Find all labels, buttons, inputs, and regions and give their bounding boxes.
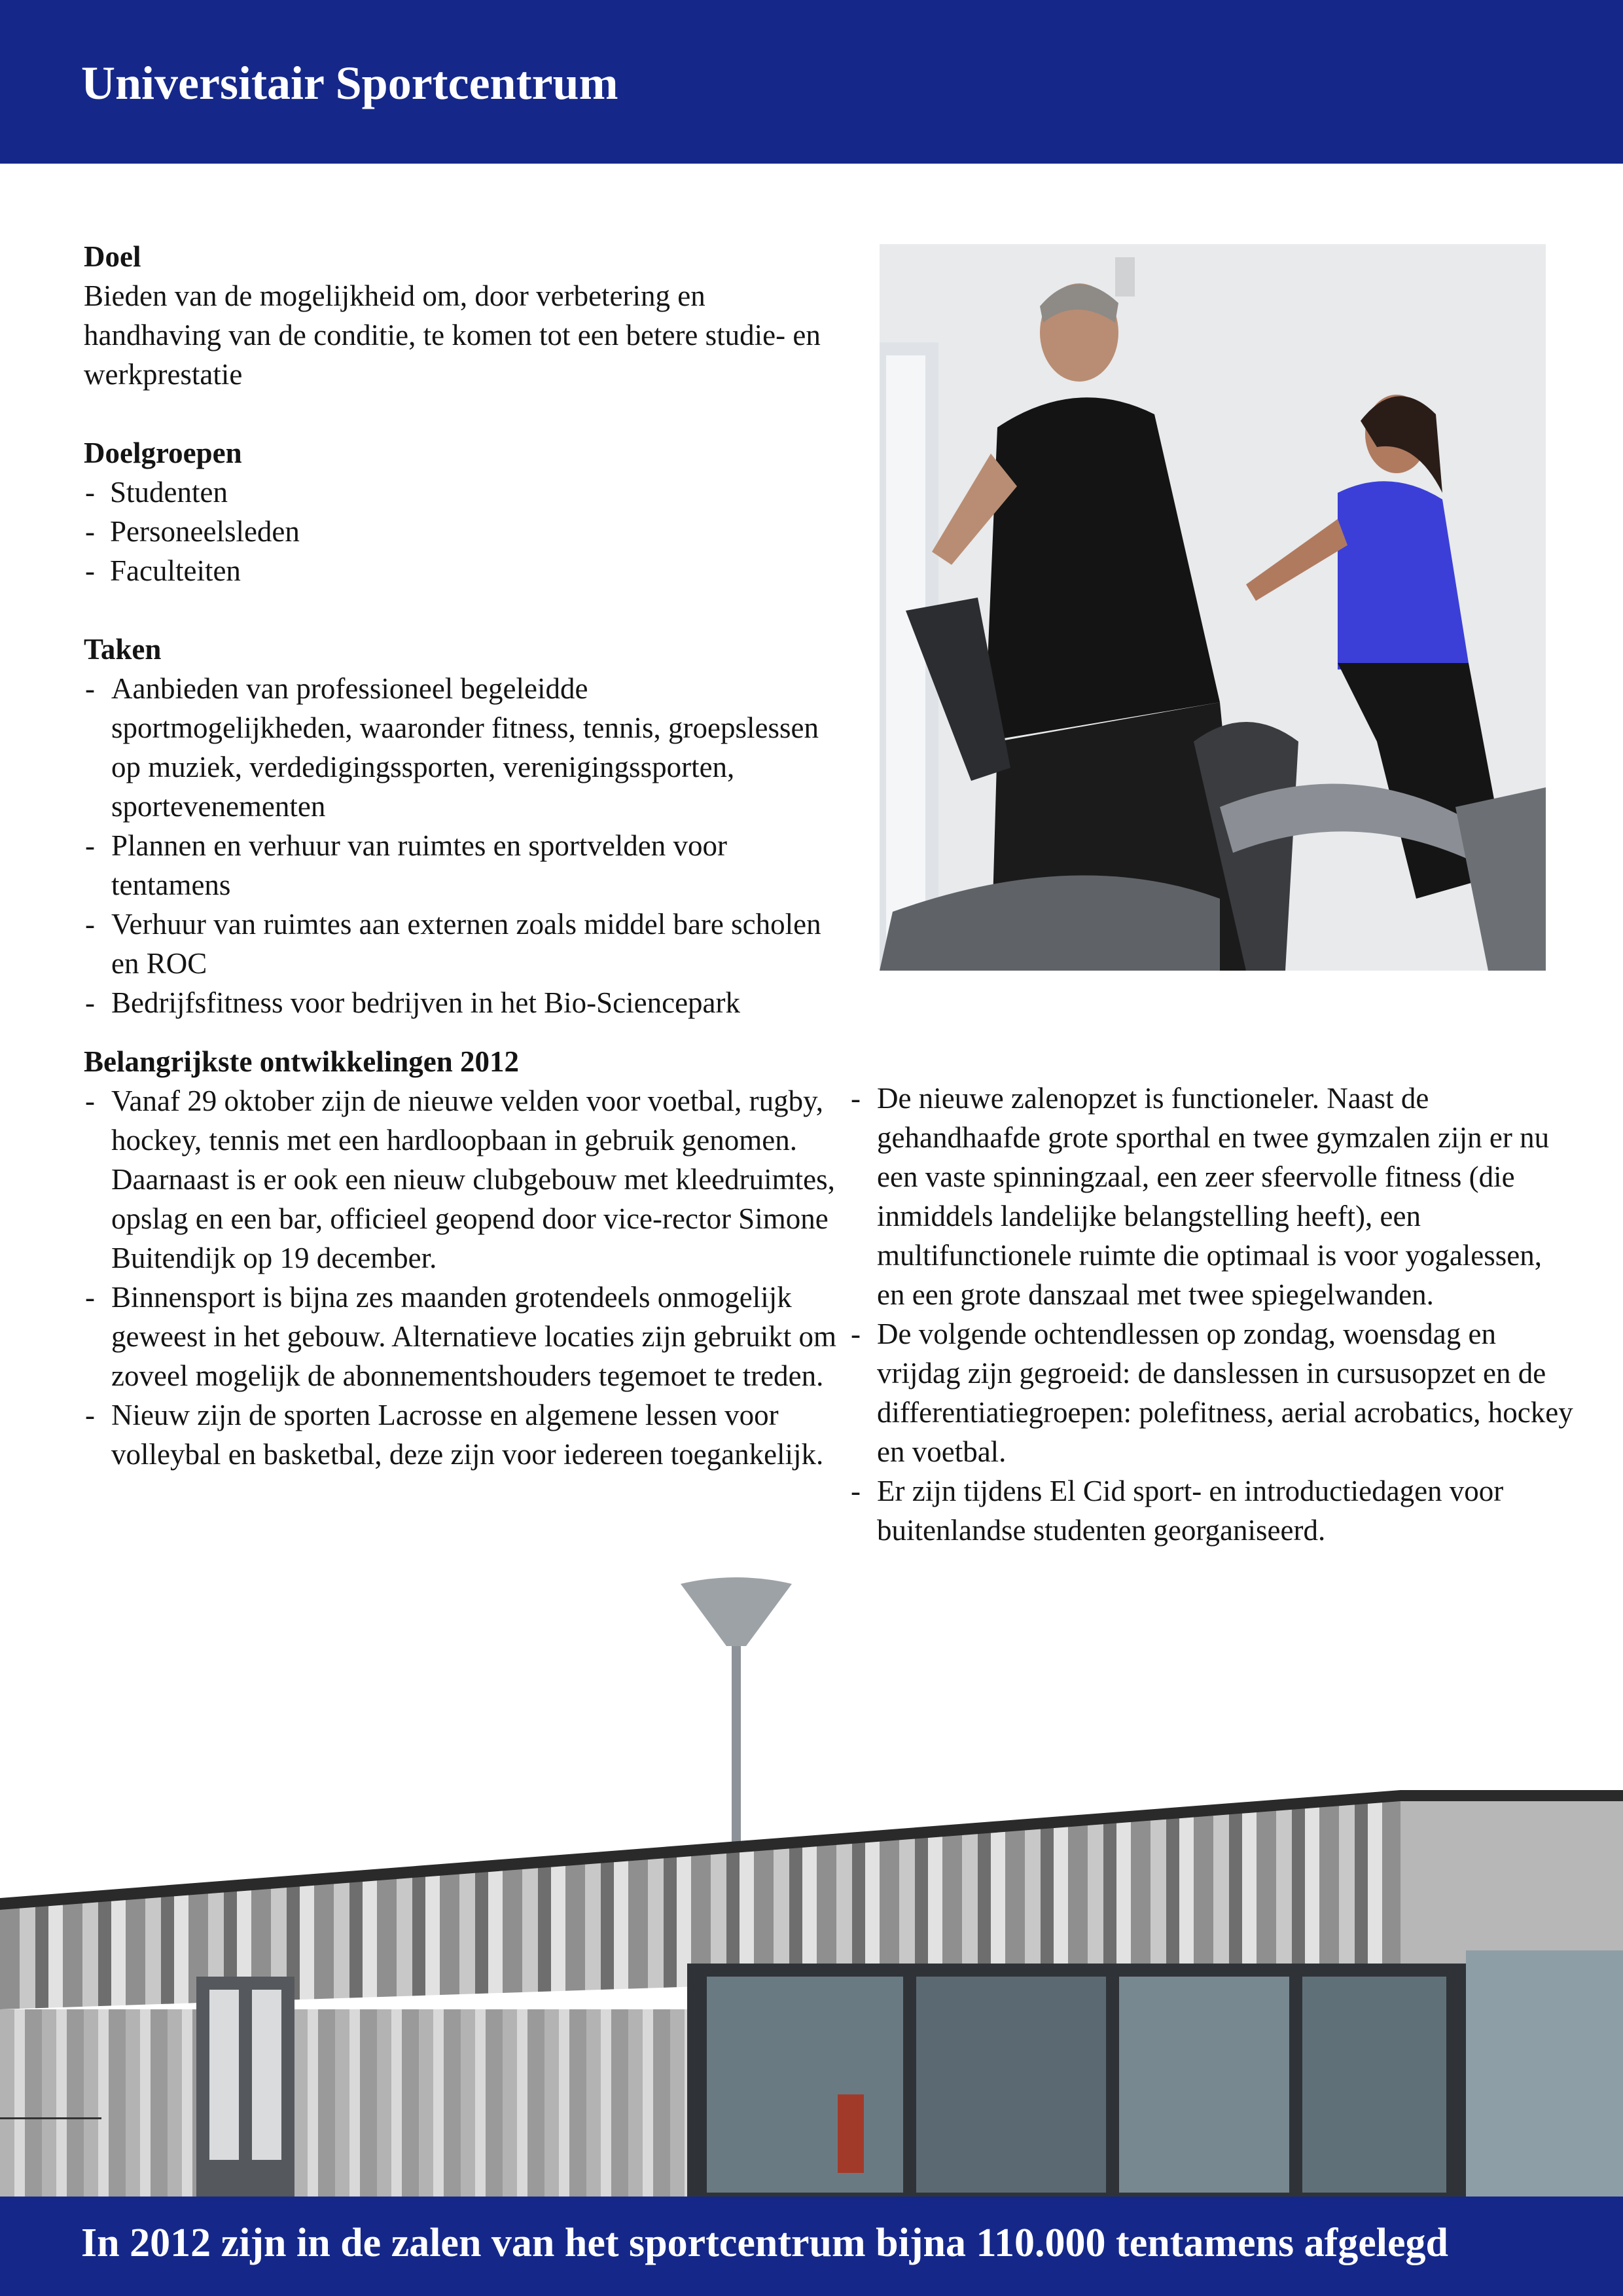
list-item: - Faculteiten	[84, 551, 836, 590]
ontwikkelingen-left-list	[84, 1081, 836, 1474]
building-photo	[0, 1558, 1623, 2197]
ontwikkelingen-right-list	[849, 1079, 1576, 1550]
gym-illustration	[880, 244, 1546, 971]
list-item: - Plannen en verhuur van ruimtes en sportvelden voor tentamens	[84, 826, 836, 905]
list-item: - Binnensport is bijna zes maanden grotendeels onmogelijk geweest in het gebouw. Alternatieve locaties zijn gebruikt om zoveel mogelijk de abonnementshouders tegemoet te treden.	[84, 1278, 836, 1395]
list-item: - De nieuwe zalenopzet is functioneler. Naast de gehandhaafde grote sporthal en twee gymzalen zijn er nu een vaste spinningzaal, een zeer sfeervolle fitness (die inmiddels landelijke belangstelling heeft), een multifunctionele ruimte die optimaal is voor yogalessen, en een grote danszaal met twee spiegelwanden.	[849, 1079, 1576, 1314]
list-item: - Personeelsleden	[84, 512, 836, 551]
list-item: - Nieuw zijn de sporten Lacrosse en algemene lessen voor volleybal en basketbal, deze zijn voor iedereen toegankelijk.	[84, 1395, 836, 1474]
page-title: Universitair Sportcentrum	[81, 57, 618, 109]
list-item: - Verhuur van ruimtes aan externen zoals middel bare scholen en ROC	[84, 905, 836, 983]
footer-statement: In 2012 zijn in de zalen van het sportcentrum bijna 110.000 tentamens afgelegd	[81, 2221, 1449, 2265]
gym-photo	[880, 244, 1546, 971]
left-column	[84, 237, 836, 1474]
ontwikkelingen-heading: Belangrijkste ontwikkelingen 2012	[84, 1045, 520, 1078]
list-item: - Er zijn tijdens El Cid sport- en introductiedagen voor buitenlandse studenten georganiseerd.	[849, 1471, 1576, 1550]
building-illustration	[0, 1558, 1623, 2197]
list-item: - De volgende ochtendlessen op zondag, woensdag en vrijdag zijn gegroeid: de danslessen in cursusopzet en de differentiatiegroepen: polefitness, aerial acrobatics, hockey en voetbal.	[849, 1314, 1576, 1471]
taken-list	[84, 669, 836, 1022]
list-item: - Vanaf 29 oktober zijn de nieuwe velden voor voetbal, rugby, hockey, tennis met een hardloopbaan in gebruik genomen. Daarnaast is er ook een nieuw clubgebouw met kleedruimtes, opslag en een bar, officieel geopend door vice-rector Simone Buitendijk op 19 december.	[84, 1081, 836, 1278]
list-item: - Bedrijfsfitness voor bedrijven in het Bio-Sciencepark	[84, 983, 836, 1022]
right-column	[849, 1079, 1576, 1550]
doel-heading: Doel	[84, 240, 141, 273]
footer-band	[0, 2197, 1623, 2296]
list-item: - Studenten	[84, 473, 836, 512]
list-item: - Aanbieden van professioneel begeleidde sportmogelijkheden, waaronder fitness, tennis, groepslessen op muziek, verdedigingssporten, verenigingssporten, sportevenementen	[84, 669, 836, 826]
doel-text: Bieden van de mogelijkheid om, door verbetering en handhaving van de conditie, te komen tot een betere studie- en werkprestatie	[84, 279, 821, 391]
doelgroepen-list	[84, 473, 836, 590]
taken-heading: Taken	[84, 633, 162, 666]
header-band	[0, 0, 1623, 164]
doelgroepen-heading: Doelgroepen	[84, 437, 242, 469]
